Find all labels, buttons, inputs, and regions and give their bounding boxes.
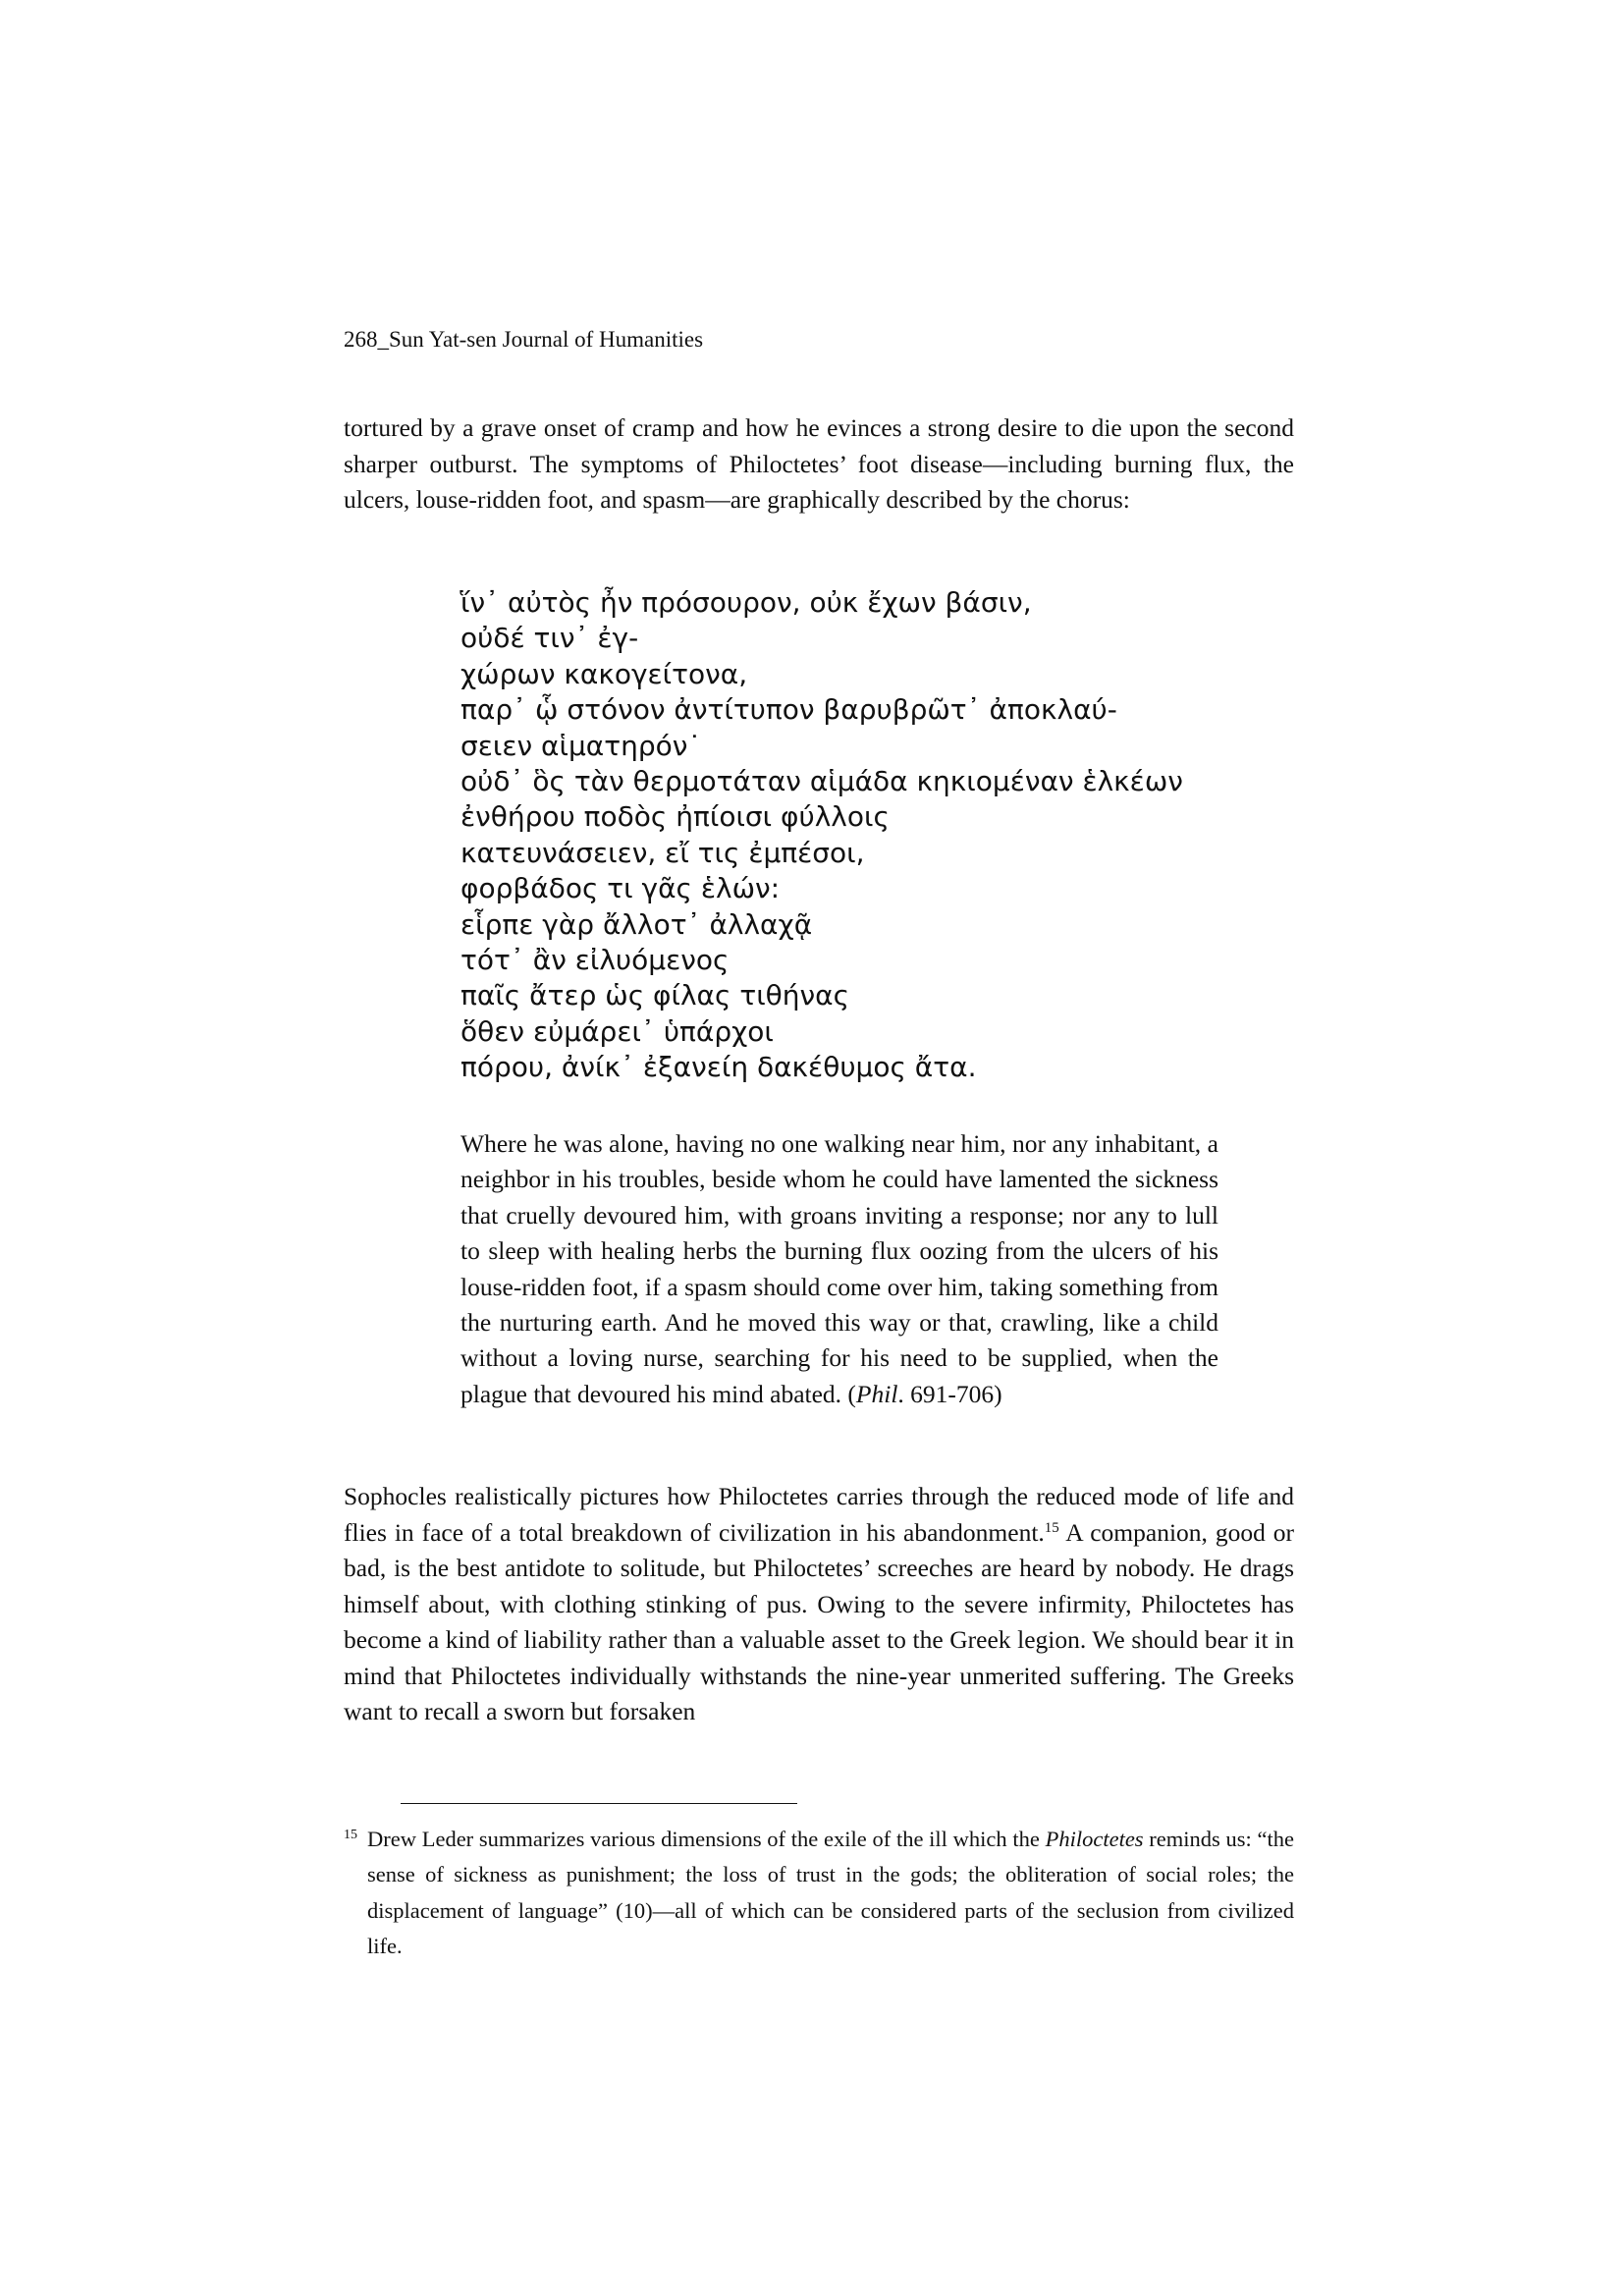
greek-verse-line: χώρων κακογείτονα, <box>460 657 748 690</box>
greek-verse-line: φορβάδος τι γᾶς ἑλών: <box>460 872 781 905</box>
greek-verse-line: οὐδέ τιν᾽ ἐγ- <box>460 622 639 655</box>
footnote-divider <box>401 1803 797 1804</box>
greek-verse-line: παῖς ἄτερ ὡς φίλας τιθήνας <box>460 979 850 1012</box>
paragraph-2-text: Sophocles realistically pictures how Philoctetes carries through the reduced mode of life and flies in face of a total breakdown of civilization in his abandonment. <box>344 1482 1294 1547</box>
greek-verse-line: τότ᾽ ἂν εἰλυόμενος <box>460 944 730 977</box>
greek-verse-line: παρ᾽ ᾧ στόνον ἀντίτυπον βαρυβρῶτ᾽ ἀποκλαύ- <box>460 693 1117 727</box>
body-paragraph-2 <box>344 1479 1294 1730</box>
greek-quotation <box>460 585 1305 1086</box>
citation-work-title: Phil <box>855 1379 898 1408</box>
greek-verse-line: πόρου, ἀνίκ᾽ ἐξανείη δακέθυμος ἄτα. <box>460 1051 977 1084</box>
footnote-reference[interactable]: 15 <box>1044 1519 1059 1536</box>
footnote-text-continuation: reminds us: “the sense of sickness as punishment; the loss of trust in the gods; the obliteration of social roles; the displacement of language” (10)—all of which can be considered parts of the seclusion from civilized life. <box>367 1827 1294 1959</box>
greek-verse-line: εἷρπε γὰρ ἄλλοτ᾽ ἀλλαχᾷ <box>460 907 813 941</box>
greek-verse-line: οὐδ᾽ ὃς τὰν θερμοτάταν αἱμάδα κηκιομέναν ἑλκέων <box>460 765 1183 798</box>
greek-verse-line: ἐνθήρου ποδὸς ἠπίοισι φύλλοις <box>460 800 890 834</box>
body-paragraph-1: tortured by a grave onset of cramp and how he evinces a strong desire to die upon the second sharper outburst. The symptoms of Philoctetes’ foot disease—including burning flux, the ulcers, louse-ridden foot, and spasm—are graphically described by the chorus: <box>344 413 1294 514</box>
greek-verse-line: κατευνάσειεν, εἴ τις ἐμπέσοι, <box>460 836 865 869</box>
translation-text: Where he was alone, having no one walking near him, nor any inhabitant, a neighbor in his troubles, beside whom he could have lamented the sickness that cruelly devoured him, with groans inviting a response; nor any to lull to sleep with healing herbs the burning flux oozing from the ulcers of his louse-ridden foot, if a spasm should come over him, taking something from the nurturing earth. And he moved this way or that, crawling, like a child without a loving nurse, searching for his need to be supplied, when the plague that devoured his mind abated. ( <box>460 1129 1218 1408</box>
paragraph-2-continuation: A companion, good or bad, is the best antidote to solitude, but Philoctetes’ screeches are heard by nobody. He drags himself about, with clothing stinking of pus. Owing to the severe infirmity, Philoctetes has become a kind of liability rather than a valuable asset to the Greek legion. We should bear it in mind that Philoctetes individually withstands the nine-year unmerited suffering. The Greeks want to recall a sworn but forsaken <box>344 1517 1295 1725</box>
footnote-text: Drew Leder summarizes various dimensions of the exile of the ill which the <box>367 1827 1046 1851</box>
greek-verse-line: ὅθεν εὐμάρει᾽ ὑπάρχοι <box>460 1014 774 1048</box>
translation-block <box>460 1126 1218 1412</box>
footnote-work-title: Philoctetes <box>1045 1827 1144 1851</box>
greek-verse-line: ἵν᾽ αὐτὸς ἦν πρόσουρον, οὐκ ἔχων βάσιν, <box>460 586 1032 619</box>
citation-lines: . 691-706) <box>897 1379 1002 1408</box>
footnote: 15 Drew Leder summarizes various dimensions of the exile of the ill which the Philoctetes reminds us: “the sense of sickness as punishment; the loss of trust in the gods; the obliteration of social roles; the displacement of language” (10)—all of which can be considered parts of the seclusion from civilized life. <box>344 1827 1294 1959</box>
greek-verse-line: σειεν αἱματηρόν˙ <box>460 729 702 762</box>
running-header: 268_Sun Yat-sen Journal of Humanities <box>344 327 704 352</box>
